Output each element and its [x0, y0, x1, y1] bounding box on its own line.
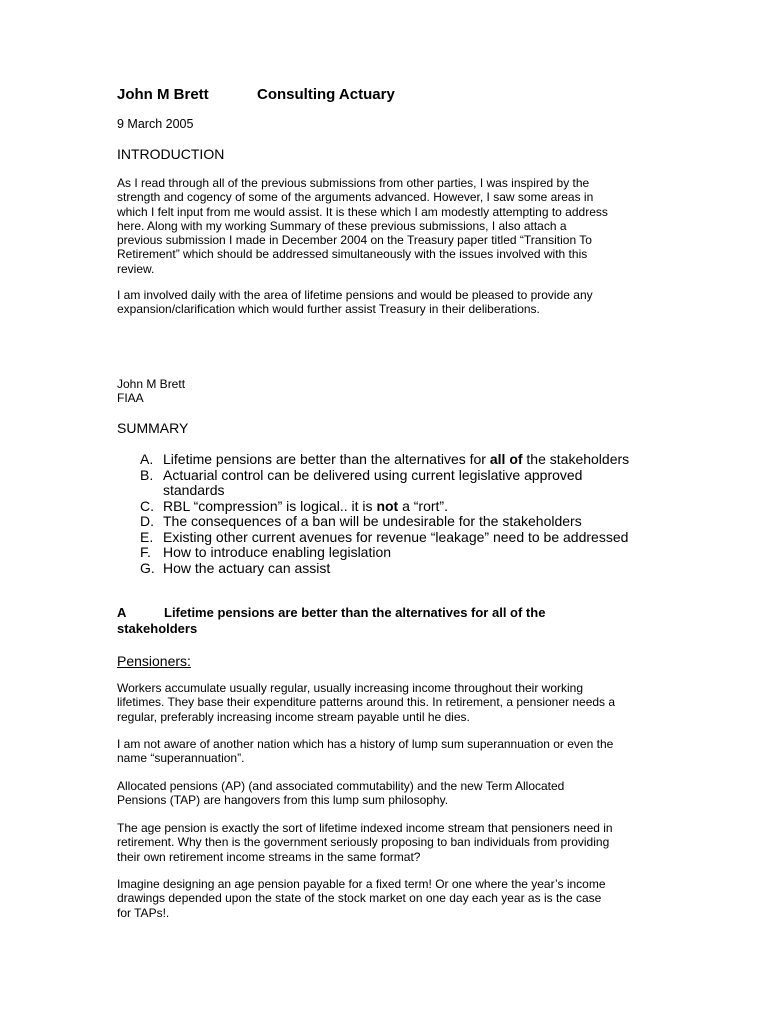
summary-item-a — [140, 452, 629, 468]
section-title-line-2: stakeholders — [117, 621, 198, 636]
text-line: previous submission I made in December 2004 on the Treasury paper titled “Transition To — [117, 233, 592, 248]
text-line: drawings depended upon the state of the stock market on one day each year as is the case — [117, 891, 602, 906]
summary-item-d — [140, 514, 629, 530]
item-text: How to introduce enabling legislation — [163, 544, 392, 560]
text-line: regular, preferably increasing income stream payable until he dies. — [117, 709, 470, 724]
item-text: Lifetime pensions are better than the alternatives for — [163, 451, 490, 467]
list-letter: A. — [140, 451, 154, 467]
text-line: review. — [117, 261, 155, 276]
text-line: strength and cogency of some of the arguments advanced. However, I saw some areas in — [117, 190, 594, 205]
text-line: which I felt input from me would assist. It is these which I am modestly attempting to address — [117, 204, 608, 219]
author-role: Consulting Actuary — [257, 86, 395, 103]
text-line: their own retirement income streams in the same format? — [117, 849, 421, 864]
text-line: here. Along with my working Summary of these previous submissions, I also attach a — [117, 218, 567, 233]
introduction-paragraph-1 — [117, 176, 662, 276]
summary-list — [140, 452, 629, 576]
summary-heading: SUMMARY — [117, 420, 189, 436]
text-line: lifetimes. They base their expenditure patterns around this. In retirement, a pensioner needs a — [117, 695, 616, 710]
signature-title: FIAA — [117, 391, 144, 406]
summary-item-c — [140, 499, 629, 515]
text-line: The age pension is exactly the sort of lifetime indexed income stream that pensioners need in — [117, 821, 613, 835]
text-line: Imagine designing an age pension payable for a fixed term! Or one where the year’s income — [117, 877, 606, 891]
text-line: retirement. Why then is the government seriously proposing to ban individuals from providing — [117, 835, 610, 850]
text-line: for TAPs!. — [117, 905, 170, 920]
section-a-heading — [117, 605, 545, 637]
section-title-line-1: Lifetime pensions are better than the alternatives for all of the — [164, 605, 546, 620]
list-letter: B. — [140, 466, 154, 483]
section-a-paragraph-4 — [117, 821, 662, 864]
section-a-paragraph-2 — [117, 737, 662, 766]
section-a-paragraph-1 — [117, 681, 662, 724]
list-letter: C. — [140, 497, 154, 514]
text-line: Pensions (TAP) are hangovers from this lump sum philosophy. — [117, 793, 449, 808]
document-header — [117, 86, 395, 103]
item-text: Existing other current avenues for revenue “leakage” need to be addressed — [163, 528, 629, 545]
signature-block — [117, 377, 662, 406]
item-text: a “rort”. — [398, 497, 448, 514]
introduction-heading: INTRODUCTION — [117, 146, 225, 162]
section-a-paragraph-3 — [117, 779, 662, 808]
text-line: name “superannuation”. — [117, 751, 245, 766]
author-name: John M Brett — [117, 86, 209, 103]
introduction-paragraph-2 — [117, 288, 662, 317]
section-letter: A — [117, 605, 127, 620]
list-letter: D. — [140, 513, 154, 529]
item-text: How the actuary can assist — [163, 559, 331, 576]
summary-item-g — [140, 561, 629, 577]
summary-item-b — [140, 468, 629, 484]
list-letter: F. — [140, 544, 151, 560]
summary-item-f — [140, 545, 629, 561]
list-letter: G. — [140, 559, 155, 576]
item-emphasis: all of — [489, 451, 523, 467]
text-line: Workers accumulate usually regular, usually increasing income throughout their working — [117, 681, 584, 695]
section-a-paragraph-5 — [117, 877, 662, 920]
summary-item-e — [140, 530, 629, 546]
text-line: Retirement” which should be addressed simultaneously with the issues involved with this — [117, 247, 588, 262]
text-line: I am involved daily with the area of lifetime pensions and would be pleased to provide any — [117, 288, 593, 302]
summary-item-b-continued — [140, 483, 629, 499]
item-text: Actuarial control can be delivered using current legislative approved — [163, 466, 583, 483]
signature-name: John M Brett — [117, 377, 186, 391]
document-date: 9 March 2005 — [117, 117, 194, 131]
item-text: The consequences of a ban will be undesirable for the stakeholders — [163, 513, 582, 529]
list-letter: E. — [140, 528, 154, 545]
text-line: Allocated pensions (AP) (and associated commutability) and the new Term Allocated — [117, 779, 565, 793]
item-text: RBL “compression” is logical.. it is — [163, 497, 377, 514]
item-text: the stakeholders — [522, 451, 630, 467]
pensioners-subheading: Pensioners: — [117, 653, 191, 669]
item-emphasis: not — [376, 497, 399, 514]
text-line: As I read through all of the previous submissions from other parties, I was inspired by the — [117, 176, 590, 190]
item-text: standards — [163, 482, 225, 498]
text-line: expansion/clarification which would further assist Treasury in their deliberations. — [117, 302, 540, 317]
text-line: I am not aware of another nation which has a history of lump sum superannuation or even the — [117, 737, 614, 751]
